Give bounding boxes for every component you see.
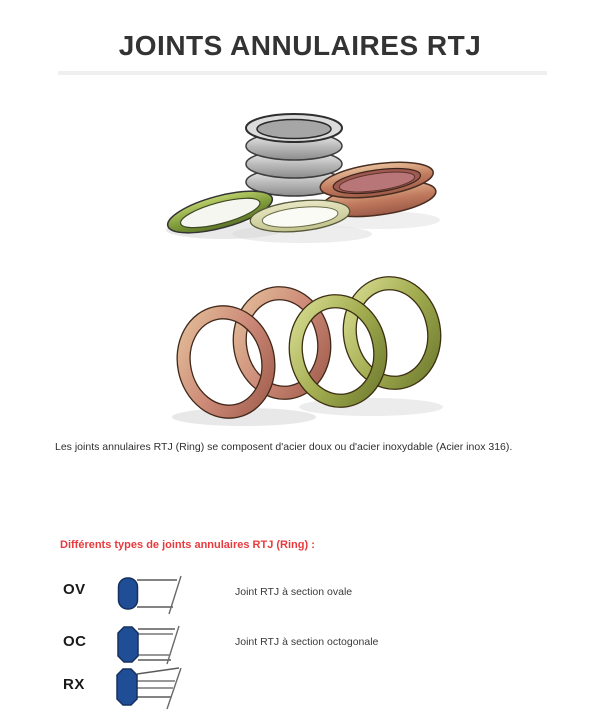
types-heading: Différents types de joints annulaires RTJ (Ring) : bbox=[60, 539, 315, 551]
type-code-oc: OC bbox=[63, 633, 87, 650]
type-description-ov: Joint RTJ à section ovale bbox=[235, 586, 353, 598]
intro-caption: Les joints annulaires RTJ (Ring) se composent d'acier doux ou d'acier inoxydable (Acier inox 316). bbox=[55, 441, 513, 453]
stacked-rtj-rings-photo bbox=[162, 104, 447, 259]
rx-section-profile-icon bbox=[115, 666, 193, 710]
type-code-ov: OV bbox=[63, 581, 86, 598]
page-title: JOINTS ANNULAIRES RTJ bbox=[118, 30, 482, 61]
title-divider bbox=[58, 71, 547, 75]
type-code-rx: RX bbox=[63, 676, 85, 693]
octagonal-section-profile-icon bbox=[117, 625, 189, 665]
type-description-oc: Joint RTJ à section octogonale bbox=[235, 636, 379, 648]
oval-section-profile-icon bbox=[117, 575, 189, 615]
standing-rtj-rings-photo bbox=[166, 267, 451, 432]
